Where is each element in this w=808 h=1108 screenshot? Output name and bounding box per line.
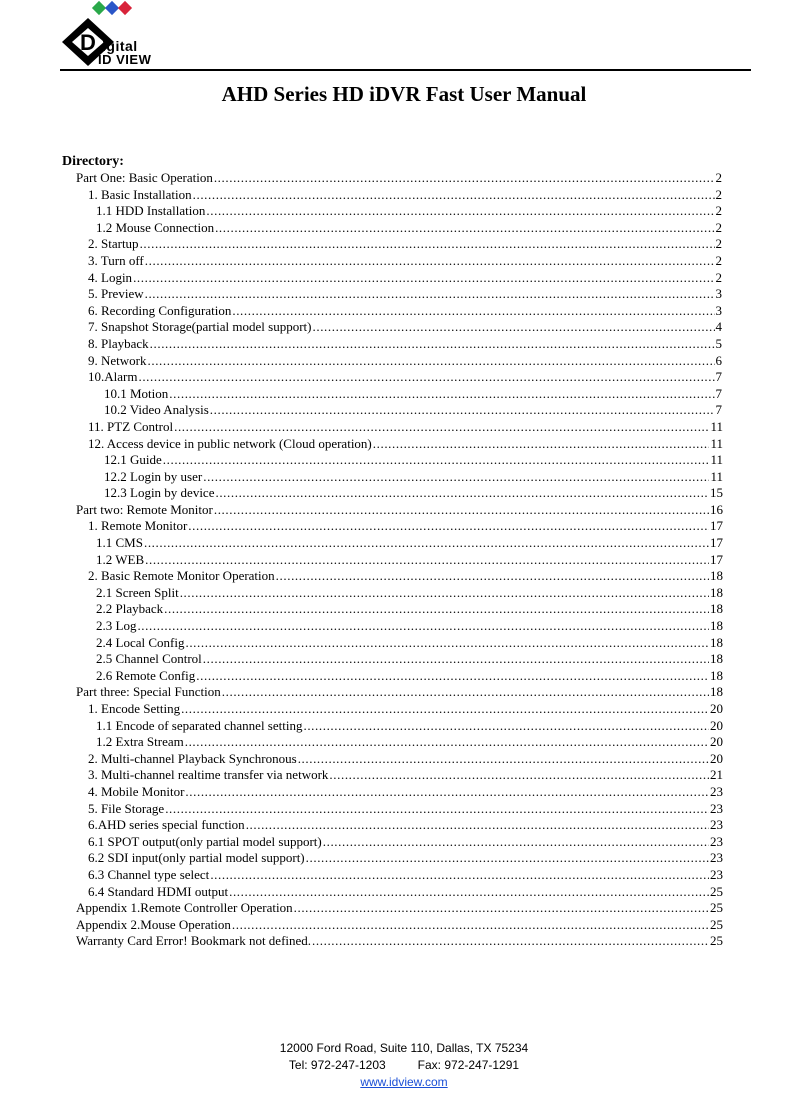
toc-entry-page: 23 [710,833,723,849]
toc-entry-page: 3 [715,286,722,302]
toc-entry[interactable] [0,502,808,519]
toc-entry[interactable] [0,585,808,602]
toc-entry[interactable] [0,767,808,784]
toc-leader-dots [313,319,715,336]
toc-entry-title: 1.2 Extra Stream [96,734,184,750]
toc-leader-dots [210,867,709,884]
toc-leader-dots [203,651,709,668]
toc-entry-page: 18 [710,634,723,650]
toc-entry-title: 7. Snapshot Storage(partial model support) [88,319,312,335]
toc-entry[interactable] [0,834,808,851]
toc-leader-dots [140,236,715,253]
toc-entry[interactable] [0,386,808,403]
toc-leader-dots [312,933,709,950]
toc-entry-title: 12.1 Guide [104,452,162,468]
toc-entry-title: 2. Multi-channel Playback Synchronous [88,750,297,766]
toc-entry-title: 12.2 Login by user [104,468,203,484]
toc-entry-page: 23 [710,817,723,833]
toc-entry-title: 6.2 SDI input(only partial model support) [88,850,305,866]
toc-leader-dots [373,436,710,453]
toc-entry[interactable] [0,751,808,768]
page-footer [0,1040,808,1091]
toc-entry-title: 8. Playback [88,335,149,351]
toc-leader-dots [150,336,715,353]
toc-leader-dots [246,817,709,834]
toc-entry-page: 2 [715,252,722,268]
toc-entry-page: 2 [715,269,722,285]
toc-leader-dots [232,303,714,320]
toc-entry-page: 7 [715,385,722,401]
toc-leader-dots [215,485,709,502]
toc-entry[interactable] [0,684,808,701]
header-divider [60,69,751,71]
toc-entry-page: 23 [710,783,723,799]
toc-entry[interactable] [0,452,808,469]
toc-leader-dots [203,469,709,486]
toc-entry[interactable] [0,286,808,303]
toc-entry-title: 2. Startup [88,236,139,252]
toc-entry[interactable] [0,353,808,370]
toc-entry[interactable] [0,701,808,718]
directory-label: Directory: [62,154,124,169]
toc-leader-dots [169,386,714,403]
toc-entry[interactable] [0,933,808,950]
toc-entry-title: 5. File Storage [88,800,165,816]
toc-entry-page: 16 [710,501,723,517]
toc-entry[interactable] [0,220,808,237]
toc-entry-title: Appendix 2.Mouse Operation [76,916,231,932]
toc-entry-page: 2 [715,236,722,252]
toc-entry-page: 11 [710,468,723,484]
footer-contact [0,1057,808,1074]
toc-entry-title: Part two: Remote Monitor [76,501,213,517]
toc-entry-page: 7 [715,402,722,418]
toc-entry-page: 20 [710,701,723,716]
toc-entry[interactable] [0,668,808,685]
footer-fax: Fax: 972-247-1291 [417,1058,520,1072]
toc-leader-dots [145,253,715,270]
toc-entry-page: 11 [710,418,723,434]
toc-entry[interactable] [0,253,808,270]
toc-entry-page: 18 [710,618,723,634]
toc-entry-page: 4 [715,319,722,335]
toc-leader-dots [185,635,709,652]
toc-entry-title: 1.1 CMS [96,535,143,551]
toc-entry[interactable] [0,402,808,419]
toc-entry-title: 1.2 WEB [96,551,145,567]
toc-entry-title: Part One: Basic Operation [76,170,213,185]
toc-entry-page: 3 [715,302,722,318]
toc-entry-title: 2.4 Local Config [96,634,185,650]
toc-entry[interactable] [0,568,808,585]
toc-leader-dots [222,684,709,701]
toc-entry[interactable] [0,170,808,187]
toc-entry-title: 10.2 Video Analysis [104,402,209,418]
toc-entry-page: 17 [710,551,723,567]
toc-leader-dots [298,751,709,768]
toc-entry-page: 17 [710,535,723,551]
toc-entry-title: 6.4 Standard HDMI output [88,883,229,899]
toc-leader-dots [193,187,715,204]
toc-entry-title: 10.Alarm [88,369,138,385]
toc-leader-dots [210,402,715,419]
toc-entry-title: 6.AHD series special function [88,817,245,833]
toc-leader-dots [294,900,709,917]
toc-leader-dots [323,834,709,851]
toc-entry-page: 25 [710,933,723,949]
toc-entry[interactable] [0,469,808,486]
toc-leader-dots [164,601,709,618]
toc-entry-title: 5. Preview [88,286,144,302]
toc-entry[interactable] [0,436,808,453]
toc-entry[interactable] [0,601,808,618]
toc-leader-dots [174,419,709,436]
toc-leader-dots [148,353,715,370]
toc-entry[interactable] [0,884,808,901]
toc-entry-title: 11. PTZ Control [88,418,174,434]
toc-entry-page: 18 [710,667,723,683]
toc-leader-dots [181,701,709,718]
toc-entry-page: 2 [715,219,722,235]
toc-entry-page: 25 [710,900,723,916]
toc-entry-page: 18 [710,568,723,584]
toc-entry[interactable] [0,867,808,884]
toc-entry-title: Appendix 1.Remote Controller Operation [76,900,293,916]
toc-entry-page: 15 [710,485,723,501]
toc-entry-title: 6.3 Channel type select [88,866,210,882]
toc-entry[interactable] [0,734,808,751]
toc-entry[interactable] [0,635,808,652]
toc-leader-dots [185,784,709,801]
toc-entry-title: 9. Network [88,352,147,368]
toc-entry[interactable] [0,618,808,635]
toc-entry-title: 4. Mobile Monitor [88,783,185,799]
toc-leader-dots [276,568,709,585]
toc-entry-title: 6.1 SPOT output(only partial model support) [88,833,322,849]
toc-leader-dots [144,535,709,552]
toc-entry-page: 18 [710,601,723,617]
toc-entry-title: 1.1 Encode of separated channel setting [96,717,303,733]
toc-entry-title: Part three: Special Function [76,684,221,700]
toc-entry-title: 1.2 Mouse Connection [96,219,215,235]
toc-entry-page: 11 [710,435,723,451]
toc-entry[interactable] [0,535,808,552]
toc-entry-title: 1.1 HDD Installation [96,203,206,219]
toc-entry-title: 2.1 Screen Split [96,584,179,600]
footer-tel: Tel: 972-247-1203 [288,1058,386,1072]
toc-leader-dots [306,850,709,867]
toc-entry-title: 2.2 Playback [96,601,164,617]
toc-entry-page: 5 [715,335,722,351]
toc-leader-dots [214,502,709,519]
toc-entry[interactable] [0,485,808,502]
toc-entry-title: 6. Recording Configuration [88,302,232,318]
toc-entry-page: 18 [710,584,723,600]
toc-leader-dots [303,718,709,735]
toc-entry-page: 18 [710,651,723,667]
toc-entry-title: Warranty Card Error! Bookmark not defined. [76,933,312,949]
document-title: AHD Series HD iDVR Fast User Manual [221,82,587,106]
toc-leader-dots [214,170,715,187]
toc-entry-page: 21 [710,767,723,783]
toc-entry-title: 10.1 Motion [104,385,169,401]
toc-leader-dots [329,767,709,784]
toc-entry[interactable] [0,303,808,320]
toc-entry-page: 23 [710,850,723,866]
footer-address: 12000 Ford Road, Suite 110, Dallas, TX 75234 [279,1041,529,1055]
toc-entry-page: 18 [710,684,723,700]
toc-entry-page: 20 [710,750,723,766]
toc-entry[interactable] [0,336,808,353]
toc-leader-dots [196,668,709,685]
toc-leader-dots [145,286,715,303]
toc-leader-dots [145,552,709,569]
toc-entry-page: 17 [710,518,723,534]
logo-line-1: igital [102,38,138,54]
toc-entry-page: 20 [710,717,723,733]
toc-leader-dots [165,801,709,818]
toc-entry[interactable] [0,850,808,867]
toc-entry-page: 2 [715,203,722,219]
toc-leader-dots [138,369,714,386]
toc-entry-title: 1. Remote Monitor [88,518,188,534]
company-logo [58,0,168,70]
toc-entry-title: 12.3 Login by device [104,485,215,501]
toc-entry-page: 25 [710,883,723,899]
toc-entry-page: 2 [715,170,722,185]
toc-entry-title: 4. Login [88,269,133,285]
toc-leader-dots [137,618,709,635]
toc-entry[interactable] [0,917,808,934]
toc-leader-dots [215,220,714,237]
toc-entry-title: 3. Turn off [88,252,144,268]
toc-leader-dots [232,917,709,934]
toc-entry-page: 7 [715,369,722,385]
toc-leader-dots [180,585,709,602]
toc-entry-title: 2.3 Log [96,618,137,634]
toc-entry[interactable] [0,319,808,336]
toc-entry-title: 1. Encode Setting [88,701,181,716]
toc-entry-page: 11 [710,452,723,468]
toc-entry[interactable] [0,187,808,204]
footer-website-link[interactable]: www.idview.com [360,1075,448,1089]
toc-entry-page: 23 [710,800,723,816]
toc-leader-dots [133,270,714,287]
toc-entry[interactable] [0,784,808,801]
toc-leader-dots [185,734,709,751]
toc-leader-dots [206,203,714,220]
toc-entry-title: 1. Basic Installation [88,186,192,202]
toc-entry[interactable] [0,718,808,735]
table-of-contents [0,170,808,950]
toc-entry[interactable] [0,518,808,535]
toc-entry[interactable] [0,817,808,834]
toc-entry-page: 2 [715,186,722,202]
toc-leader-dots [229,884,709,901]
toc-entry[interactable] [0,419,808,436]
toc-entry-page: 23 [710,866,723,882]
toc-leader-dots [163,452,710,469]
toc-entry-page: 6 [715,352,722,368]
toc-entry[interactable] [0,651,808,668]
toc-entry[interactable] [0,270,808,287]
logo-letter: D [80,30,96,55]
toc-entry-title: 2.5 Channel Control [96,651,202,667]
toc-entry-title: 3. Multi-channel realtime transfer via network [88,767,329,783]
toc-entry-page: 25 [710,916,723,932]
toc-entry[interactable] [0,203,808,220]
toc-entry-title: 2. Basic Remote Monitor Operation [88,568,275,584]
toc-entry-title: 2.6 Remote Config [96,667,196,683]
toc-entry[interactable] [0,236,808,253]
toc-entry[interactable] [0,801,808,818]
toc-entry[interactable] [0,552,808,569]
logo-line-2: ID VIEW [98,52,152,67]
toc-entry[interactable] [0,369,808,386]
toc-entry-title: 12. Access device in public network (Cloud operation) [88,435,372,451]
toc-entry-page: 20 [710,734,723,750]
toc-entry[interactable] [0,900,808,917]
toc-leader-dots [188,518,709,535]
